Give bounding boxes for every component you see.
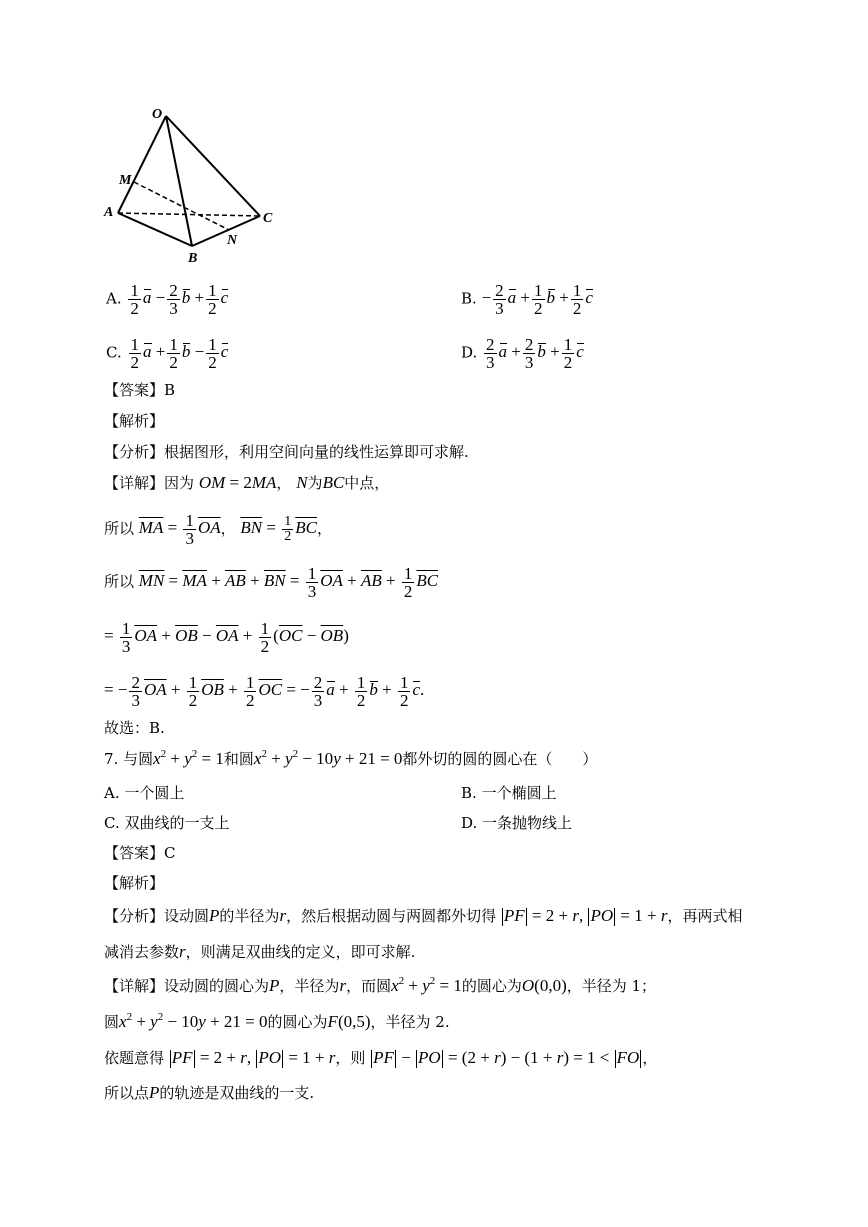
label-n: N <box>227 233 238 248</box>
label-o: O <box>152 107 163 122</box>
q6-detail-line-1: 【详解】因为 OM = 2MA， N为BC中点， <box>104 473 390 492</box>
q7-detail-line-2: 圆$x^2 + y^2 - 10y + 21 = 0$的圆心为F(0,5)，半径为 2. <box>104 1011 450 1031</box>
tetrahedron-figure <box>100 100 290 270</box>
edge-ac-dashed <box>118 213 260 216</box>
q6-fenxi: 【分析】根据图形，利用空间向量的线性运算即可求解. <box>104 443 469 461</box>
q6-final-choice: 故选：B. <box>104 719 165 737</box>
q7-option-c: C. 双曲线的一支上 <box>104 814 230 832</box>
edge-bc <box>192 216 260 246</box>
q6-option-b: B. − $\frac{2}{3}$ a + $\frac{1}{2}$ b + $\frac{1}{2}$ c <box>461 281 593 318</box>
q7-option-a: A. 一个圆上 <box>104 784 185 802</box>
edge-oa <box>118 116 166 213</box>
label-c: C <box>263 211 273 226</box>
q7-fenxi-line-1: 【分析】设动圆P的半径为r，然后根据动圆与两圆都外切得 PF = 2 + r, PO = 1 + r，再两式相 <box>104 906 743 925</box>
q7-option-d: D. 一条抛物线上 <box>461 814 573 832</box>
q7-stem: 7. 与圆$x^2 + y^2 = 1$和圆$x^2 + y^2 - 10y + 21 = 0$都外切的圆的圆心在（ ） <box>104 748 598 768</box>
label-b: B <box>188 251 198 266</box>
q7-option-b: B. 一个椭圆上 <box>461 784 557 802</box>
q7-detail-line-1: 【详解】设动圆的圆心为P，半径为r，而圆$x^2 + y^2 = 1$的圆心为O(0,0)，半径为 1； <box>104 975 657 995</box>
q7-analysis-heading: 【解析】 <box>104 874 165 892</box>
q7-detail-line-4: 所以点P的轨迹是双曲线的一支. <box>104 1083 315 1102</box>
label-a: A <box>104 205 114 220</box>
label-m: M <box>119 173 132 188</box>
q7-answer: 【答案】C <box>104 844 176 862</box>
q6-detail-line-4: = $\frac{1}{3}$ $\overline{OA} + \overline{OB} - \overline{OA}$ + $\frac{1}{2}$ $(\overline{OC} - \overline{OB})$ <box>104 619 349 656</box>
q6-detail-line-5: = − $\frac{2}{3}$ $\overline{OA}$ + $\frac{1}{2}$ $\overline{OB}$ + $\frac{1}{2}$ $\overline{OC}$ = − $\frac{2}{3}$ a + $\frac{1}{2}$ b + $\frac{1}{2}$ c. <box>104 673 425 710</box>
q6-analysis-heading: 【解析】 <box>104 412 165 430</box>
q6-answer: 【答案】B <box>104 381 176 399</box>
q6-detail-line-3: 所以 $\overline{MN} = \overline{MA} + \overline{AB} + \overline{BN}$ = $\frac{1}{3}$ $\overline{OA} + \overline{AB}$ + $\frac{1}{2}$ $\overline{BC}$ <box>104 564 439 601</box>
q6-option-c: C. $\frac{1}{2}$ a + $\frac{1}{2}$ b − $\frac{1}{2}$ c <box>106 335 229 372</box>
edge-oc <box>166 116 260 216</box>
q6-option-a: A. $\frac{1}{2}$ a − $\frac{2}{3}$ b + $\frac{1}{2}$ c <box>106 281 229 318</box>
q6-option-d: D. $\frac{2}{3}$ a + $\frac{2}{3}$ b + $\frac{1}{2}$ c <box>461 335 584 372</box>
q7-detail-line-3: 依题意得 PF = 2 + r, PO = 1 + r，则 PF − PO = (2 + r) − (1 + r) = 1 < FO ， <box>104 1048 658 1067</box>
q7-fenxi-line-2: 减消去参数r，则满足双曲线的定义，即可求解. <box>104 942 416 961</box>
q6-detail-line-2: 所以 $\overline{MA}$ = $\frac{1}{3}$ $\overline{OA}$， $\overline{BN}$ = $\frac{1}{2}$ $\overline{BC}$， <box>104 511 332 548</box>
edge-ob <box>166 116 192 246</box>
edge-ab <box>118 213 192 246</box>
